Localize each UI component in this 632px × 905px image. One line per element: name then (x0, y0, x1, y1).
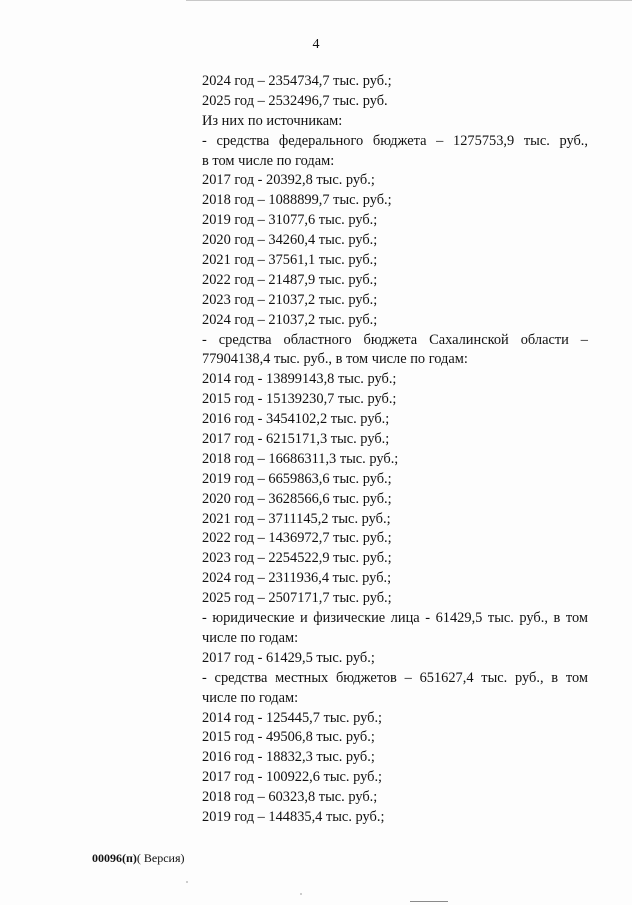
text-line: в том числе по годам: (202, 152, 335, 169)
text-line: 2018 год – 1088899,7 тыс. руб.; (202, 192, 392, 209)
text-line: 2017 год - 61429,5 тыс. руб.; (202, 649, 375, 666)
federal-budget-heading: - средства федерального бюджета – 1275753,9 тыс. руб., (202, 132, 588, 149)
legal-entities-heading: - юридические и физические лица - 61429,5 тыс. руб., в том (202, 610, 588, 627)
text-line: 2018 год – 60323,8 тыс. руб.; (202, 789, 378, 806)
budget-text-block (202, 72, 588, 828)
text-line: 2025 год – 2532496,7 тыс. руб. (202, 92, 388, 109)
page-number: 4 (312, 37, 320, 52)
document-version: ( Версия) (136, 851, 185, 865)
document-code: 00096(п) (92, 851, 137, 865)
text-line: 2022 год – 1436972,7 тыс. руб.; (202, 530, 392, 547)
text-line: 2016 год - 3454102,2 тыс. руб.; (202, 411, 390, 428)
text-line: 2024 год – 21037,2 тыс. руб.; (202, 311, 378, 328)
text-line: 2019 год – 6659863,6 тыс. руб.; (202, 470, 392, 487)
text-line: 2019 год – 144835,4 тыс. руб.; (202, 808, 385, 825)
document-footer (92, 851, 185, 865)
text-line: 2023 год – 21037,2 тыс. руб.; (202, 291, 378, 308)
text-line: 2018 год – 16686311,3 тыс. руб.; (202, 450, 399, 467)
text-line: Из них по источникам: (202, 112, 343, 129)
text-line: 2020 год – 3628566,6 тыс. руб.; (202, 490, 392, 507)
text-line: 2019 год – 31077,6 тыс. руб.; (202, 212, 378, 229)
text-line: 2021 год – 3711145,2 тыс. руб.; (202, 510, 391, 527)
scan-edge-line (186, 0, 632, 1)
text-line: числе по годам: (202, 629, 299, 646)
text-line: 2015 год - 15139230,7 тыс. руб.; (202, 391, 397, 408)
regional-budget-heading: - средства областного бюджета Сахалинской области – (202, 331, 588, 348)
text-line: 2022 год – 21487,9 тыс. руб.; (202, 271, 378, 288)
text-line: 2017 год - 100922,6 тыс. руб.; (202, 769, 383, 786)
scan-speck (300, 893, 302, 895)
text-line: 2017 год - 6215171,3 тыс. руб.; (202, 431, 390, 448)
text-line: 2014 год - 125445,7 тыс. руб.; (202, 709, 383, 726)
text-line: 2024 год – 2354734,7 тыс. руб.; (202, 73, 392, 89)
local-budgets-heading: - средства местных бюджетов – 651627,4 тыс. руб., в том (202, 669, 588, 686)
text-line: 2021 год – 37561,1 тыс. руб.; (202, 252, 378, 269)
text-line: 77904138,4 тыс. руб., в том числе по годам: (202, 351, 468, 368)
text-line: 2015 год - 49506,8 тыс. руб.; (202, 729, 375, 746)
text-line: 2016 год - 18832,3 тыс. руб.; (202, 749, 375, 766)
text-line: числе по годам: (202, 689, 299, 706)
text-line: 2025 год – 2507171,7 тыс. руб.; (202, 590, 392, 607)
scan-speck (186, 881, 188, 883)
text-line: 2023 год – 2254522,9 тыс. руб.; (202, 550, 392, 567)
text-line: 2024 год – 2311936,4 тыс. руб.; (202, 570, 392, 587)
text-line: 2014 год - 13899143,8 тыс. руб.; (202, 371, 397, 388)
scan-edge-line (410, 901, 448, 902)
text-line: 2017 год - 20392,8 тыс. руб.; (202, 172, 375, 189)
text-line: 2020 год – 34260,4 тыс. руб.; (202, 232, 378, 249)
